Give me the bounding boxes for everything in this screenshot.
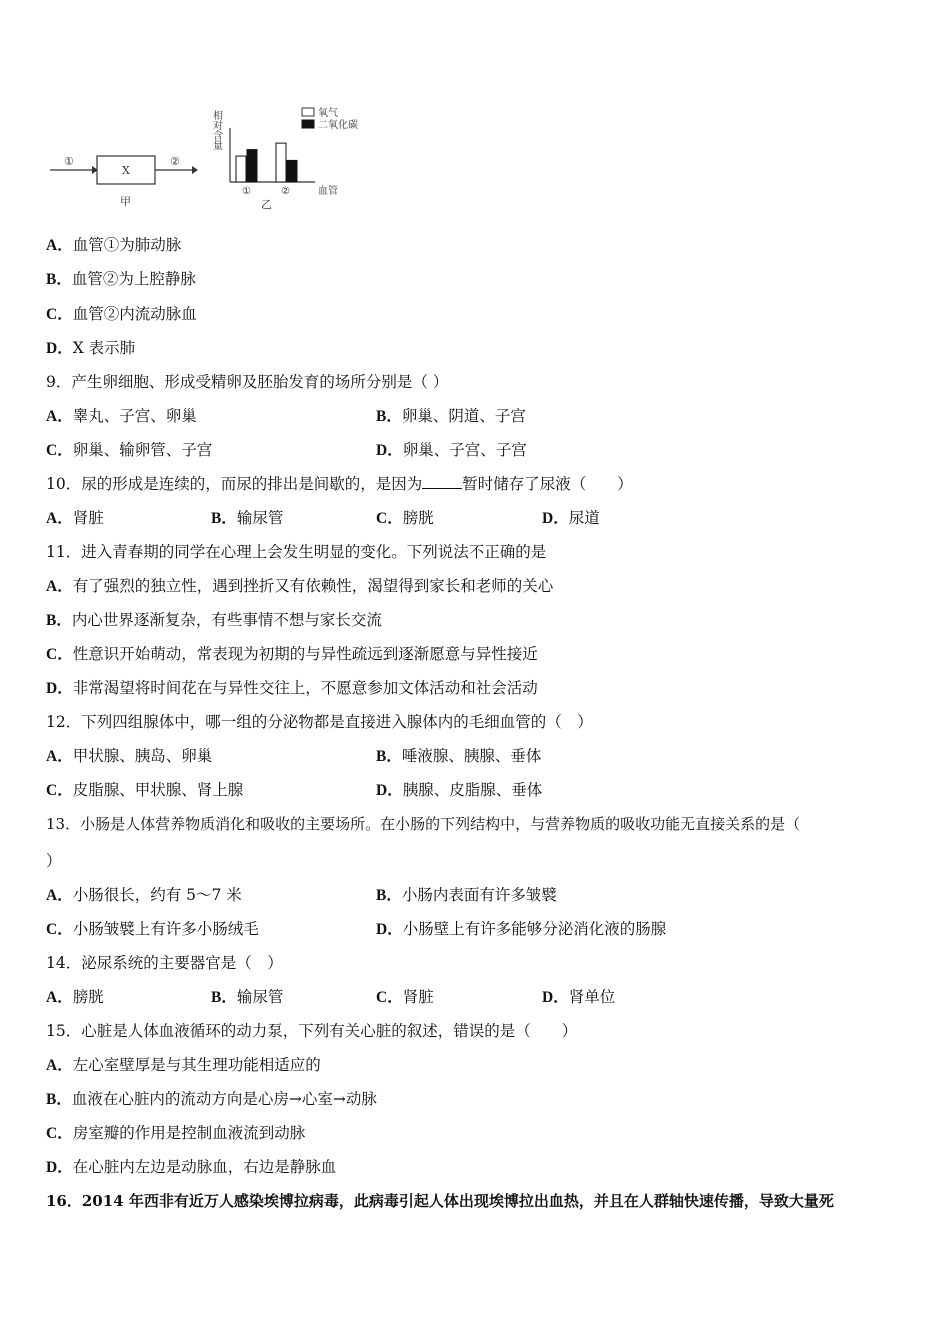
option-letter: B．: [46, 271, 72, 288]
q14-option-a: [46, 987, 104, 1008]
option-text: 肾单位: [568, 988, 616, 1006]
option-text: 睾丸、子宫、卵巢: [72, 407, 197, 425]
bar-oxygen-vessel-2: [276, 143, 286, 182]
q10-stem-before: 10．尿的形成是连续的，而尿的排出是间歇的，是因为: [46, 475, 423, 493]
option-letter: C．: [46, 306, 73, 323]
q11-option-b: [46, 610, 382, 631]
option-text: 肾脏: [402, 988, 434, 1006]
legend-co2-label: 二氧化碳: [318, 120, 358, 131]
caption-jia: 甲: [120, 195, 131, 208]
organ-x-label: X: [122, 164, 130, 177]
option-letter: B．: [46, 612, 72, 629]
q9-option-d: [376, 440, 527, 461]
q8-option-b: [46, 269, 196, 290]
q10-option-a: [46, 508, 104, 529]
option-letter: B．: [211, 510, 237, 527]
q13-stem-line1: 13．小肠是人体营养物质消化和吸收的主要场所。在小肠的下列结构中，与营养物质的吸收功能无直接关系的是（: [46, 815, 801, 833]
q13-option-c: [46, 919, 259, 940]
q11-option-d: [46, 678, 538, 699]
option-letter: A．: [46, 1057, 73, 1074]
option-text: 小肠很长，约有 5～7 米: [72, 886, 242, 904]
option-text: 有了强烈的独立性，遇到挫折又有依赖性，渴望得到家长和老师的关心: [72, 577, 554, 595]
option-letter: B．: [376, 887, 402, 904]
q9-option-b: [376, 406, 526, 427]
bar-oxygen-vessel-1: [236, 156, 246, 182]
q10-option-c: [376, 508, 434, 529]
legend-co2-swatch: [302, 120, 314, 128]
option-letter: B．: [376, 408, 402, 425]
q14-option-b: [211, 987, 283, 1008]
option-text: 在心脏内左边是动脉血，右边是静脉血: [72, 1158, 337, 1176]
option-letter: B．: [376, 748, 402, 765]
option-letter: C．: [46, 442, 73, 459]
q15-option-a: [46, 1055, 321, 1076]
option-text: 甲状腺、胰岛、卵巢: [72, 747, 213, 765]
q11-option-c: [46, 644, 538, 665]
option-text: 房室瓣的作用是控制血液流到动脉: [72, 1124, 306, 1142]
option-text: 胰腺、皮脂腺、垂体: [402, 781, 543, 799]
q9-option-a: [46, 406, 197, 427]
option-text: 尿道: [568, 509, 600, 527]
option-text: 卵巢、输卵管、子宫: [72, 441, 213, 459]
option-text: X 表示肺: [72, 339, 136, 357]
q15-option-c: [46, 1123, 305, 1144]
option-letter: C．: [46, 782, 73, 799]
option-text: 皮脂腺、甲状腺、肾上腺: [72, 781, 244, 799]
y-axis-label: 相对含量: [210, 110, 222, 150]
option-letter: D．: [376, 442, 403, 459]
answer-blank: [422, 474, 462, 489]
option-text: 小肠壁上有许多能够分泌消化液的肠腺: [402, 920, 667, 938]
option-letter: A．: [46, 578, 73, 595]
q13-option-a: [46, 885, 242, 906]
option-letter: A．: [46, 510, 73, 527]
option-text: 膀胱: [402, 509, 434, 527]
option-text: 小肠皱襞上有许多小肠绒毛: [72, 920, 259, 938]
option-letter: D．: [542, 510, 569, 527]
q13-option-d: [376, 919, 666, 940]
vessel-1-label: ①: [64, 155, 74, 168]
question-figure: [40, 98, 400, 218]
option-letter: D．: [46, 340, 73, 357]
q15-option-b: [46, 1089, 377, 1110]
option-letter: A．: [46, 237, 73, 254]
legend-oxygen-swatch: [302, 108, 314, 116]
option-text: 输尿管: [236, 988, 284, 1006]
q14-stem: 14．泌尿系统的主要器官是（ ）: [46, 954, 283, 972]
q10-stem: [46, 474, 633, 494]
x-axis-label: 血管: [318, 186, 338, 197]
chart-yi: [211, 106, 359, 211]
option-letter: A．: [46, 887, 73, 904]
option-text: 唾液腺、胰腺、垂体: [401, 747, 542, 765]
option-text: 输尿管: [236, 509, 284, 527]
option-text: 内心世界逐渐复杂，有些事情不想与家长交流: [71, 611, 382, 629]
option-letter: A．: [46, 408, 73, 425]
outflow-arrowhead: [192, 166, 198, 174]
option-letter: D．: [46, 1159, 73, 1176]
q14-option-d: [542, 987, 615, 1008]
option-text: 膀胱: [72, 988, 104, 1006]
q13-stem-line2: ）: [46, 852, 62, 870]
q16-stem: 16．2014 年西非有近万人感染埃博拉病毒，此病毒引起人体出现埃博拉出血热，并且在人群轴快速传播，导致大量死: [46, 1192, 834, 1210]
legend-oxygen-label: 氧气: [318, 108, 338, 119]
q12-option-a: [46, 746, 212, 767]
option-letter: B．: [211, 989, 237, 1006]
option-letter: C．: [376, 510, 403, 527]
q14-option-c: [376, 987, 434, 1008]
q10-option-b: [211, 508, 283, 529]
q10-stem-after: 暂时储存了尿液（ ）: [462, 475, 633, 493]
q9-stem: 9．产生卵细胞、形成受精卵及胚胎发育的场所分别是（ ）: [46, 373, 449, 391]
option-letter: D．: [376, 782, 403, 799]
option-text: 血管①为肺动脉: [72, 236, 182, 254]
q15-option-d: [46, 1157, 336, 1178]
q8-option-a: [46, 235, 181, 256]
q12-option-b: [376, 746, 541, 767]
q11-option-a: [46, 576, 553, 597]
option-letter: C．: [46, 646, 73, 663]
option-text: 卵巢、子宫、子宫: [402, 441, 527, 459]
tick-label-1: ①: [242, 186, 251, 197]
q13-option-b: [376, 885, 557, 906]
q9-option-c: [46, 440, 212, 461]
option-text: 血管②为上腔静脉: [71, 270, 196, 288]
q8-option-d: [46, 338, 135, 359]
q11-stem: 11．进入青春期的同学在心理上会发生明显的变化。下列说法不正确的是: [46, 543, 547, 561]
option-letter: C．: [376, 989, 403, 1006]
bars-group: [236, 143, 297, 182]
option-letter: D．: [376, 921, 403, 938]
bar-co2-vessel-2: [287, 160, 297, 182]
option-text: 非常渴望将时间花在与异性交往上，不愿意参加文体活动和社会活动: [72, 679, 538, 697]
option-text: 卵巢、阴道、子宫: [401, 407, 526, 425]
option-text: 血液在心脏内的流动方向是心房→心室→动脉: [71, 1090, 377, 1108]
caption-yi: 乙: [261, 198, 272, 211]
q12-option-c: [46, 780, 243, 801]
option-letter: A．: [46, 748, 73, 765]
q12-stem: 12．下列四组腺体中，哪一组的分泌物都是直接进入腺体内的毛细血管的（ ）: [46, 713, 593, 731]
tick-label-2: ②: [281, 186, 290, 197]
option-letter: D．: [46, 680, 73, 697]
option-text: 血管②内流动脉血: [72, 305, 197, 323]
bar-co2-vessel-1: [247, 150, 257, 182]
q8-option-c: [46, 304, 197, 325]
option-letter: D．: [542, 989, 569, 1006]
option-text: 左心室壁厚是与其生理功能相适应的: [72, 1056, 321, 1074]
option-letter: B．: [46, 1091, 72, 1108]
option-letter: C．: [46, 1125, 73, 1142]
q12-option-d: [376, 780, 542, 801]
option-letter: A．: [46, 989, 73, 1006]
vessel-2-label: ②: [170, 155, 180, 168]
diagram-jia: [50, 155, 198, 208]
q15-stem: 15．心脏是人体血液循环的动力泵，下列有关心脏的叙述，错误的是（ ）: [46, 1022, 578, 1040]
option-text: 肾脏: [72, 509, 104, 527]
option-text: 小肠内表面有许多皱襞: [401, 886, 557, 904]
q10-option-d: [542, 508, 600, 529]
option-letter: C．: [46, 921, 73, 938]
option-text: 性意识开始萌动，常表现为初期的与异性疏远到逐渐愿意与异性接近: [72, 645, 538, 663]
